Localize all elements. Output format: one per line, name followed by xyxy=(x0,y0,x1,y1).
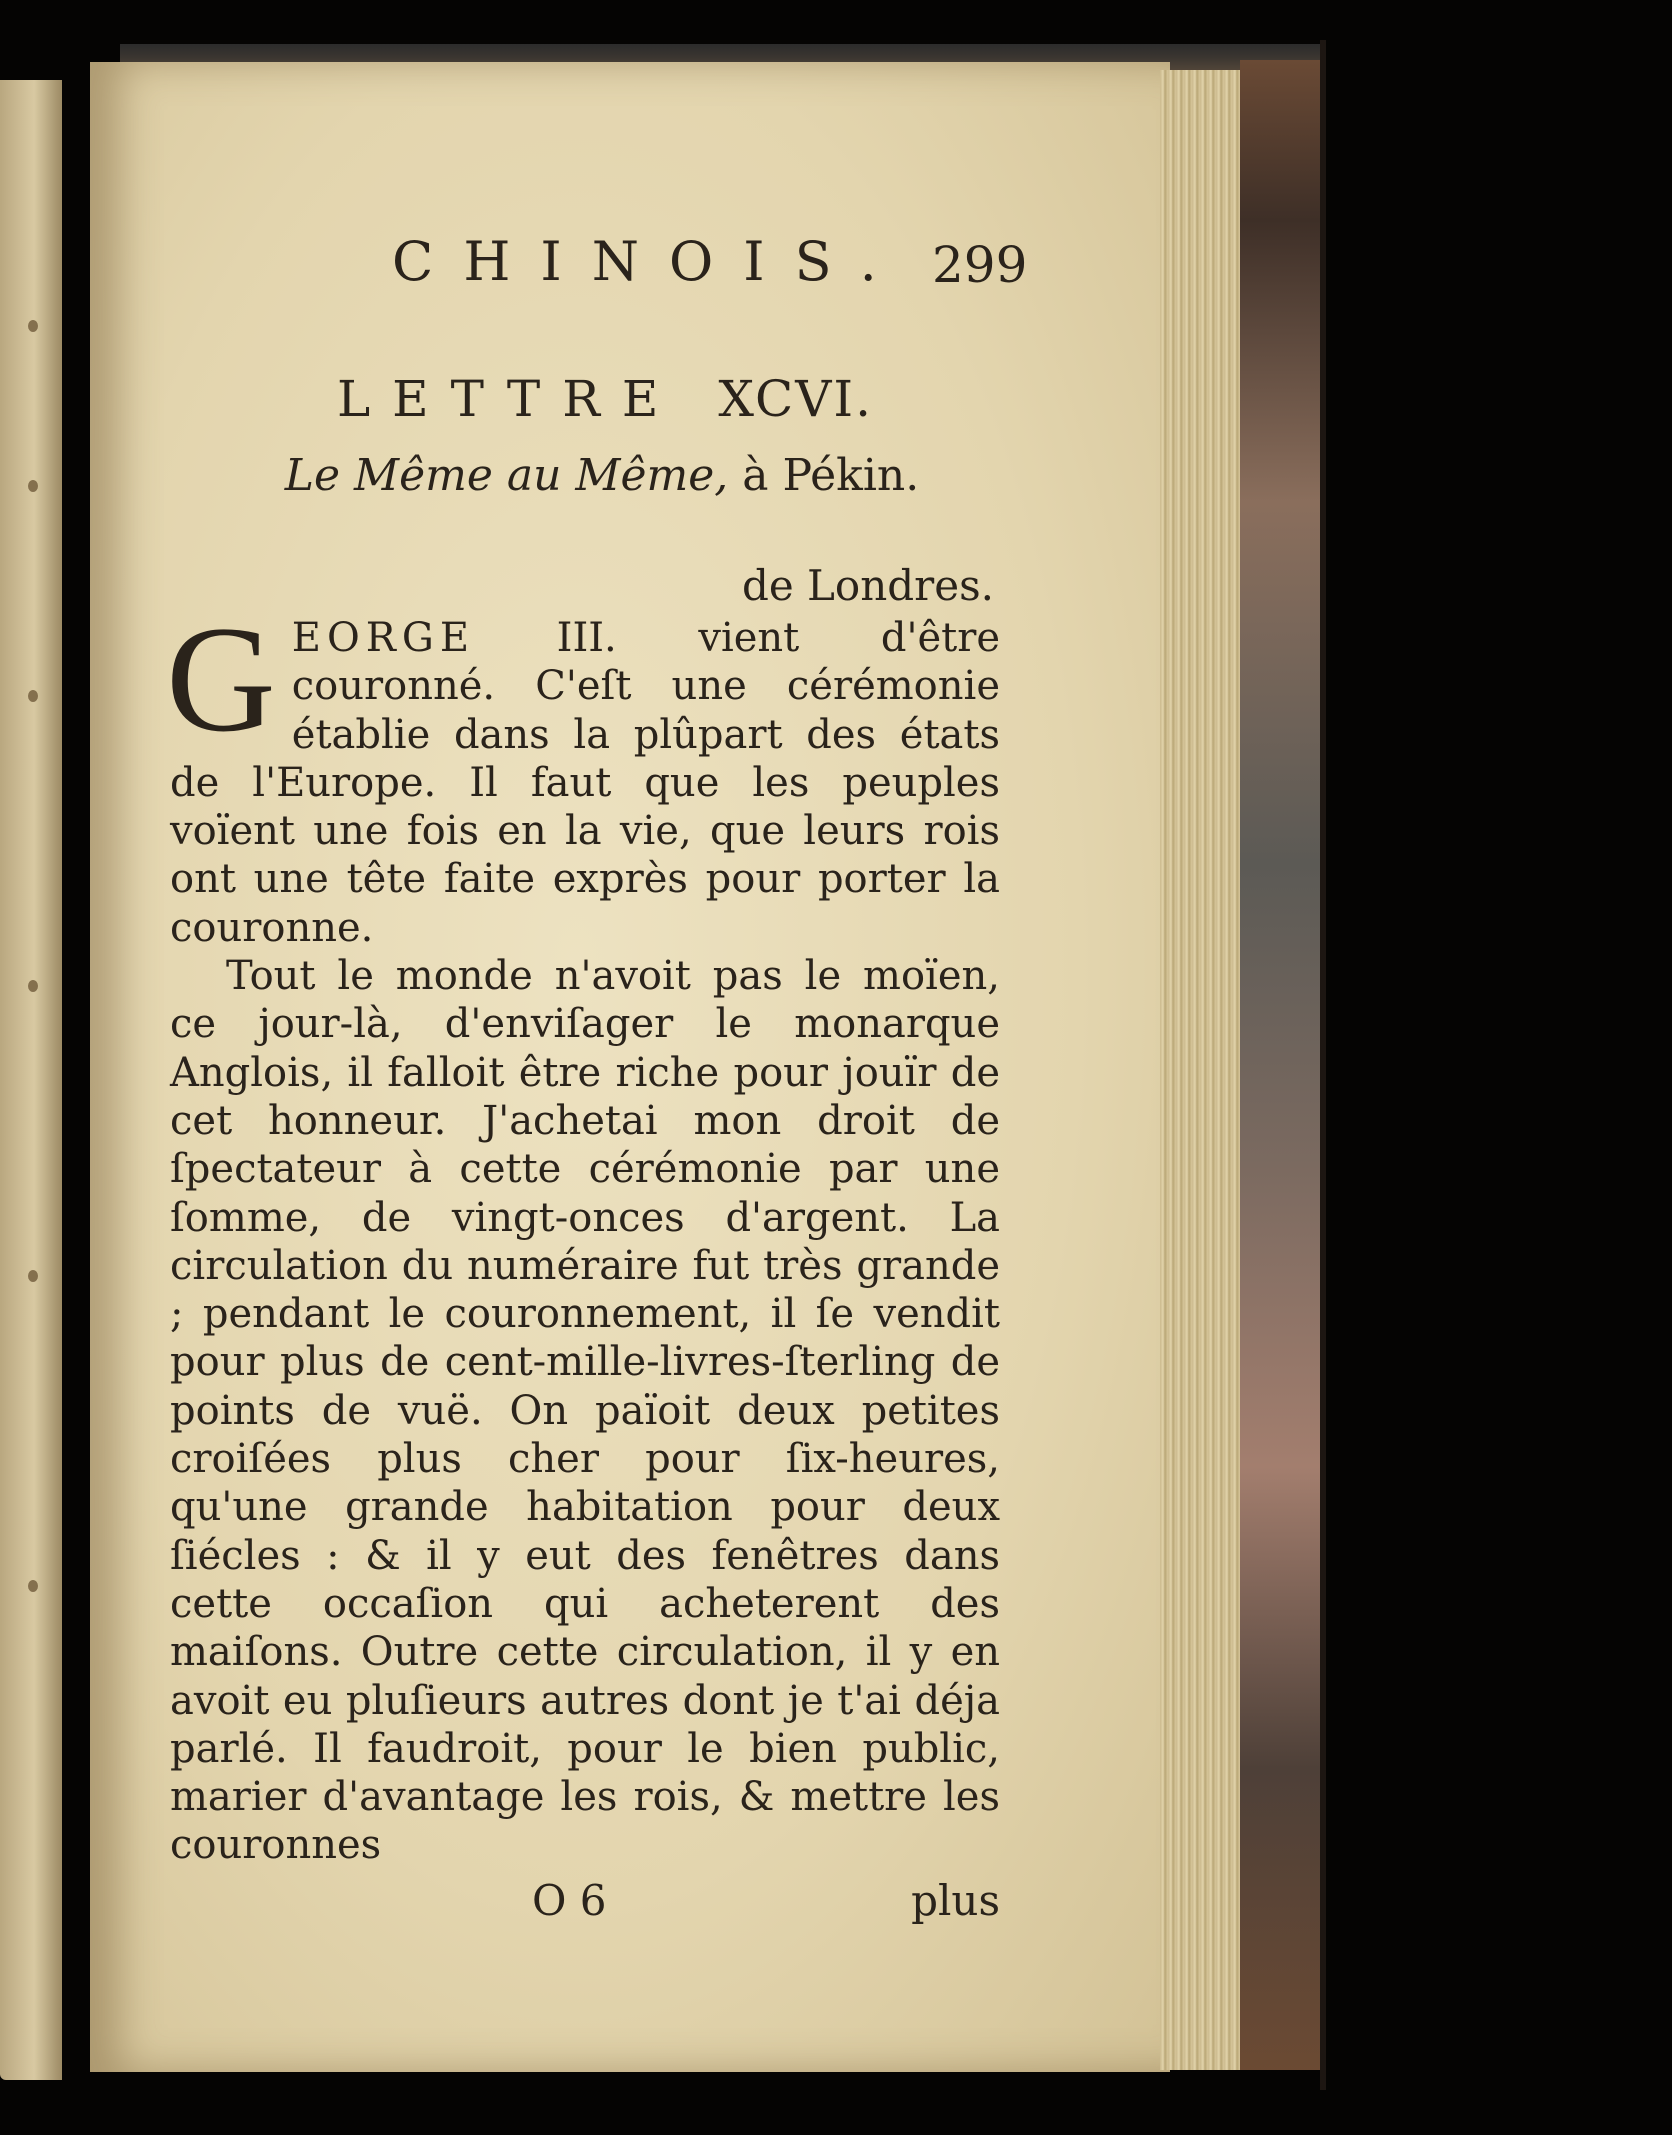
page-fore-edge xyxy=(1160,70,1240,2070)
opening-caps: EORGE xyxy=(291,615,476,661)
subtitle-italic: Le Même au Même, xyxy=(284,450,729,501)
letter-title xyxy=(170,370,1000,428)
signature-mark: O 6 xyxy=(532,1875,607,1925)
paragraph-1-text: III. vient d'être couronné. C'eſt une cérémonie établie dans la plûpart des états de l'Europe. Il faut que les peuples voïent une fois en la vie, que leurs rois ont une tête faite exprès pour porter la couronne. xyxy=(170,615,1000,951)
paragraph-2: Tout le monde n'avoit pas le moïen, ce jour-là, d'enviſager le monarque Anglois, il falloit être riche pour jouïr de cet honneur. J'achetai mon droit de ſpectateur à cette cérémonie par une ſomme, de vingt-onces d'argent. La circulation du numéraire fut très grande ; pendant le couronnement, il ſe vendit pour plus de cent-mille-livres-ſterling de points de vuë. On païoit deux petites croiſées plus cher pour ſix-heures, qu'une grande habitation pour deux ſiécles : & il y eut des fenêtres dans cette occaſion qui acheterent des maiſons. Outre cette circulation, il y en avoit eu pluſieurs autres dont je t'ai déja parlé. Il faudroit, pour le bien public, marier d'avantage les rois, & mettre les couronnes xyxy=(170,953,1000,1869)
letter-body xyxy=(166,595,1000,1870)
page-number: 299 xyxy=(932,236,1028,294)
page-footer xyxy=(170,1876,1000,1936)
paragraph-1 xyxy=(166,595,1000,952)
facing-page-edge xyxy=(0,80,62,2080)
letter-origin: de Londres. xyxy=(741,561,994,610)
facing-page-marks xyxy=(28,80,48,2080)
catchword: plus xyxy=(911,1875,1000,1925)
subtitle-place: à Pékin. xyxy=(742,450,920,501)
letter-number: XCVI. xyxy=(718,370,874,428)
marbled-binding xyxy=(1240,60,1320,2070)
running-header xyxy=(170,230,1028,300)
binding-edge xyxy=(1320,40,1326,2090)
page-content xyxy=(166,230,1028,1936)
letter-subtitle xyxy=(170,450,1000,501)
running-title: CHINOIS. xyxy=(392,230,907,293)
drop-cap: G xyxy=(166,595,276,763)
letter-title-word: LETTRE xyxy=(336,370,681,428)
